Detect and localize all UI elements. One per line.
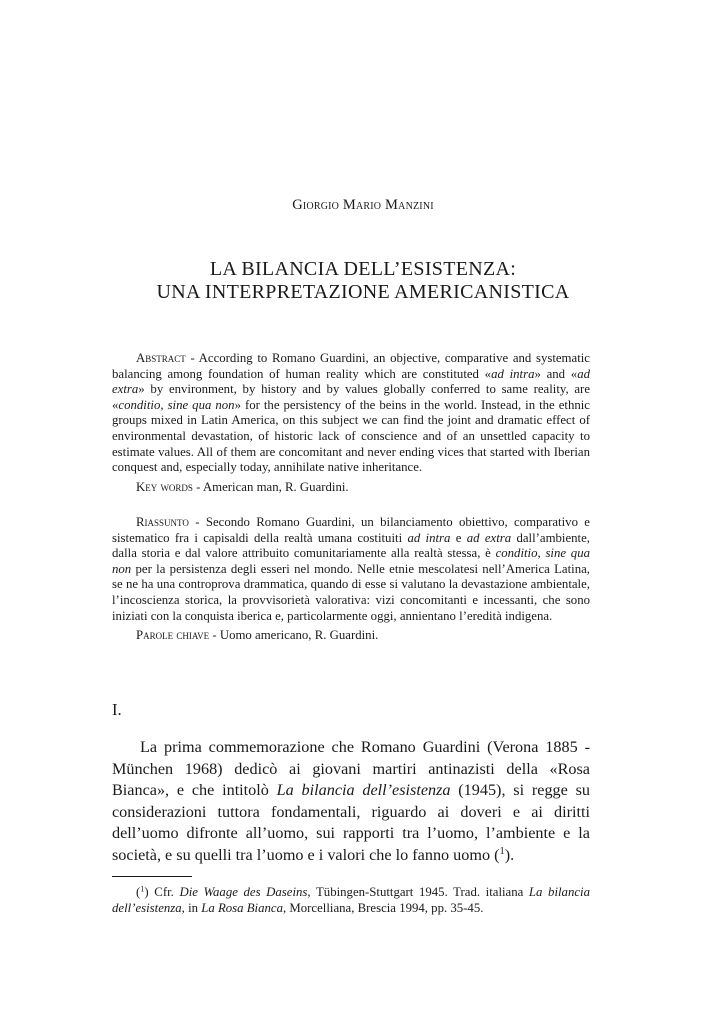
- footnote-reference[interactable]: 1: [499, 845, 505, 857]
- author-name: Giorgio Mario Manzini: [292, 197, 434, 213]
- parole-chiave-text: Uomo americano, R. Guardini.: [219, 628, 379, 643]
- keywords-text: American man, R. Guardini.: [202, 479, 349, 494]
- body-paragraph: La prima commemorazione che Romano Guardini (Verona 1885 - München 1968) dedicò ai giovani martiri antinazisti della «Rosa Bianca», e che intitolò La bilancia dell’esistenza (1945), si regge su considerazioni tuttora fondamentali, riguardo ai doveri e ai diritti dell’uomo difronte all’uomo, sui rapporti tra l’uomo, l’ambiente e la società, e su quelli tra l’uomo e i valori che lo fanno uomo ($^1$).: [112, 738, 590, 864]
- riassunto-text: Riassunto - Secondo Romano Guardini, un bilanciamento obiettivo, comparativo e sistematico fra i capisaldi della realtà umana costituiti ad intra e ad extra dall’ambiente, dalla storia e dal valore attribuito comunitariamente alla realtà stessa, è conditio, sine qua non per la persistenza degli esseri nel mondo. Nelle etnie mescolatesi nell’America Latina, se ne ha una controprova drammatica, quando di esse si valutano la devastazione ambientale, l’incoscienza storica, la provvisorietà valorativa: vizi concomitanti e incessanti, che sono iniziati con la conquista iberica e, particolarmente oggi, annientano l’eredità indigena.: [112, 515, 590, 623]
- title-line-1: LA BILANCIA DELL’ESISTENZA:: [209, 258, 517, 280]
- keywords-label: Key words: [136, 479, 193, 494]
- footnote-divider: [112, 876, 192, 877]
- riassunto-label: Riassunto: [136, 515, 189, 529]
- footnote-number: 1: [140, 884, 145, 894]
- parole-chiave-line: Parole chiave - Uomo americano, R. Guardini.: [136, 628, 379, 643]
- title-line-2: UNA INTERPRETAZIONE AMERICANISTICA: [156, 281, 570, 303]
- abstract-label: Abstract: [136, 351, 186, 365]
- footnote-text: ($^1$) Cfr. Die Waage des Daseins, Tübingen-Stuttgart 1945. Trad. italiana La bilancia dell’esistenza, in La Rosa Bianca, Morcelliana, Brescia 1994, pp. 35-45.: [112, 884, 590, 915]
- abstract-block: [112, 351, 590, 495]
- abstract-text: Abstract - According to Romano Guardini, an objective, comparative and systematic balancing among foundation of human reality which are constituted «ad intra» and «ad extra» by environment, by history and by values globally conferred to same reality, are «conditio, sine qua non» for the persistency of the beins in the world. Instead, in the ethnic groups mixed in Latin America, on this subject we can find the joint and dramatic effect of environmental devastation, of historic lack of conscience and of an unsettled capacity to estimate values. All of them are concomitant and never ending vices that started with Iberian conquest and, especially today, annihilate native inheritance.: [112, 351, 590, 475]
- keywords-line: Key words - American man, R. Guardini.: [136, 479, 349, 494]
- riassunto-block: [112, 515, 590, 644]
- article-title: [0, 258, 726, 304]
- body-text: [112, 737, 590, 866]
- parole-chiave-label: Parole chiave: [136, 628, 210, 643]
- section-heading: I.: [112, 700, 122, 719]
- footnote: [112, 884, 590, 916]
